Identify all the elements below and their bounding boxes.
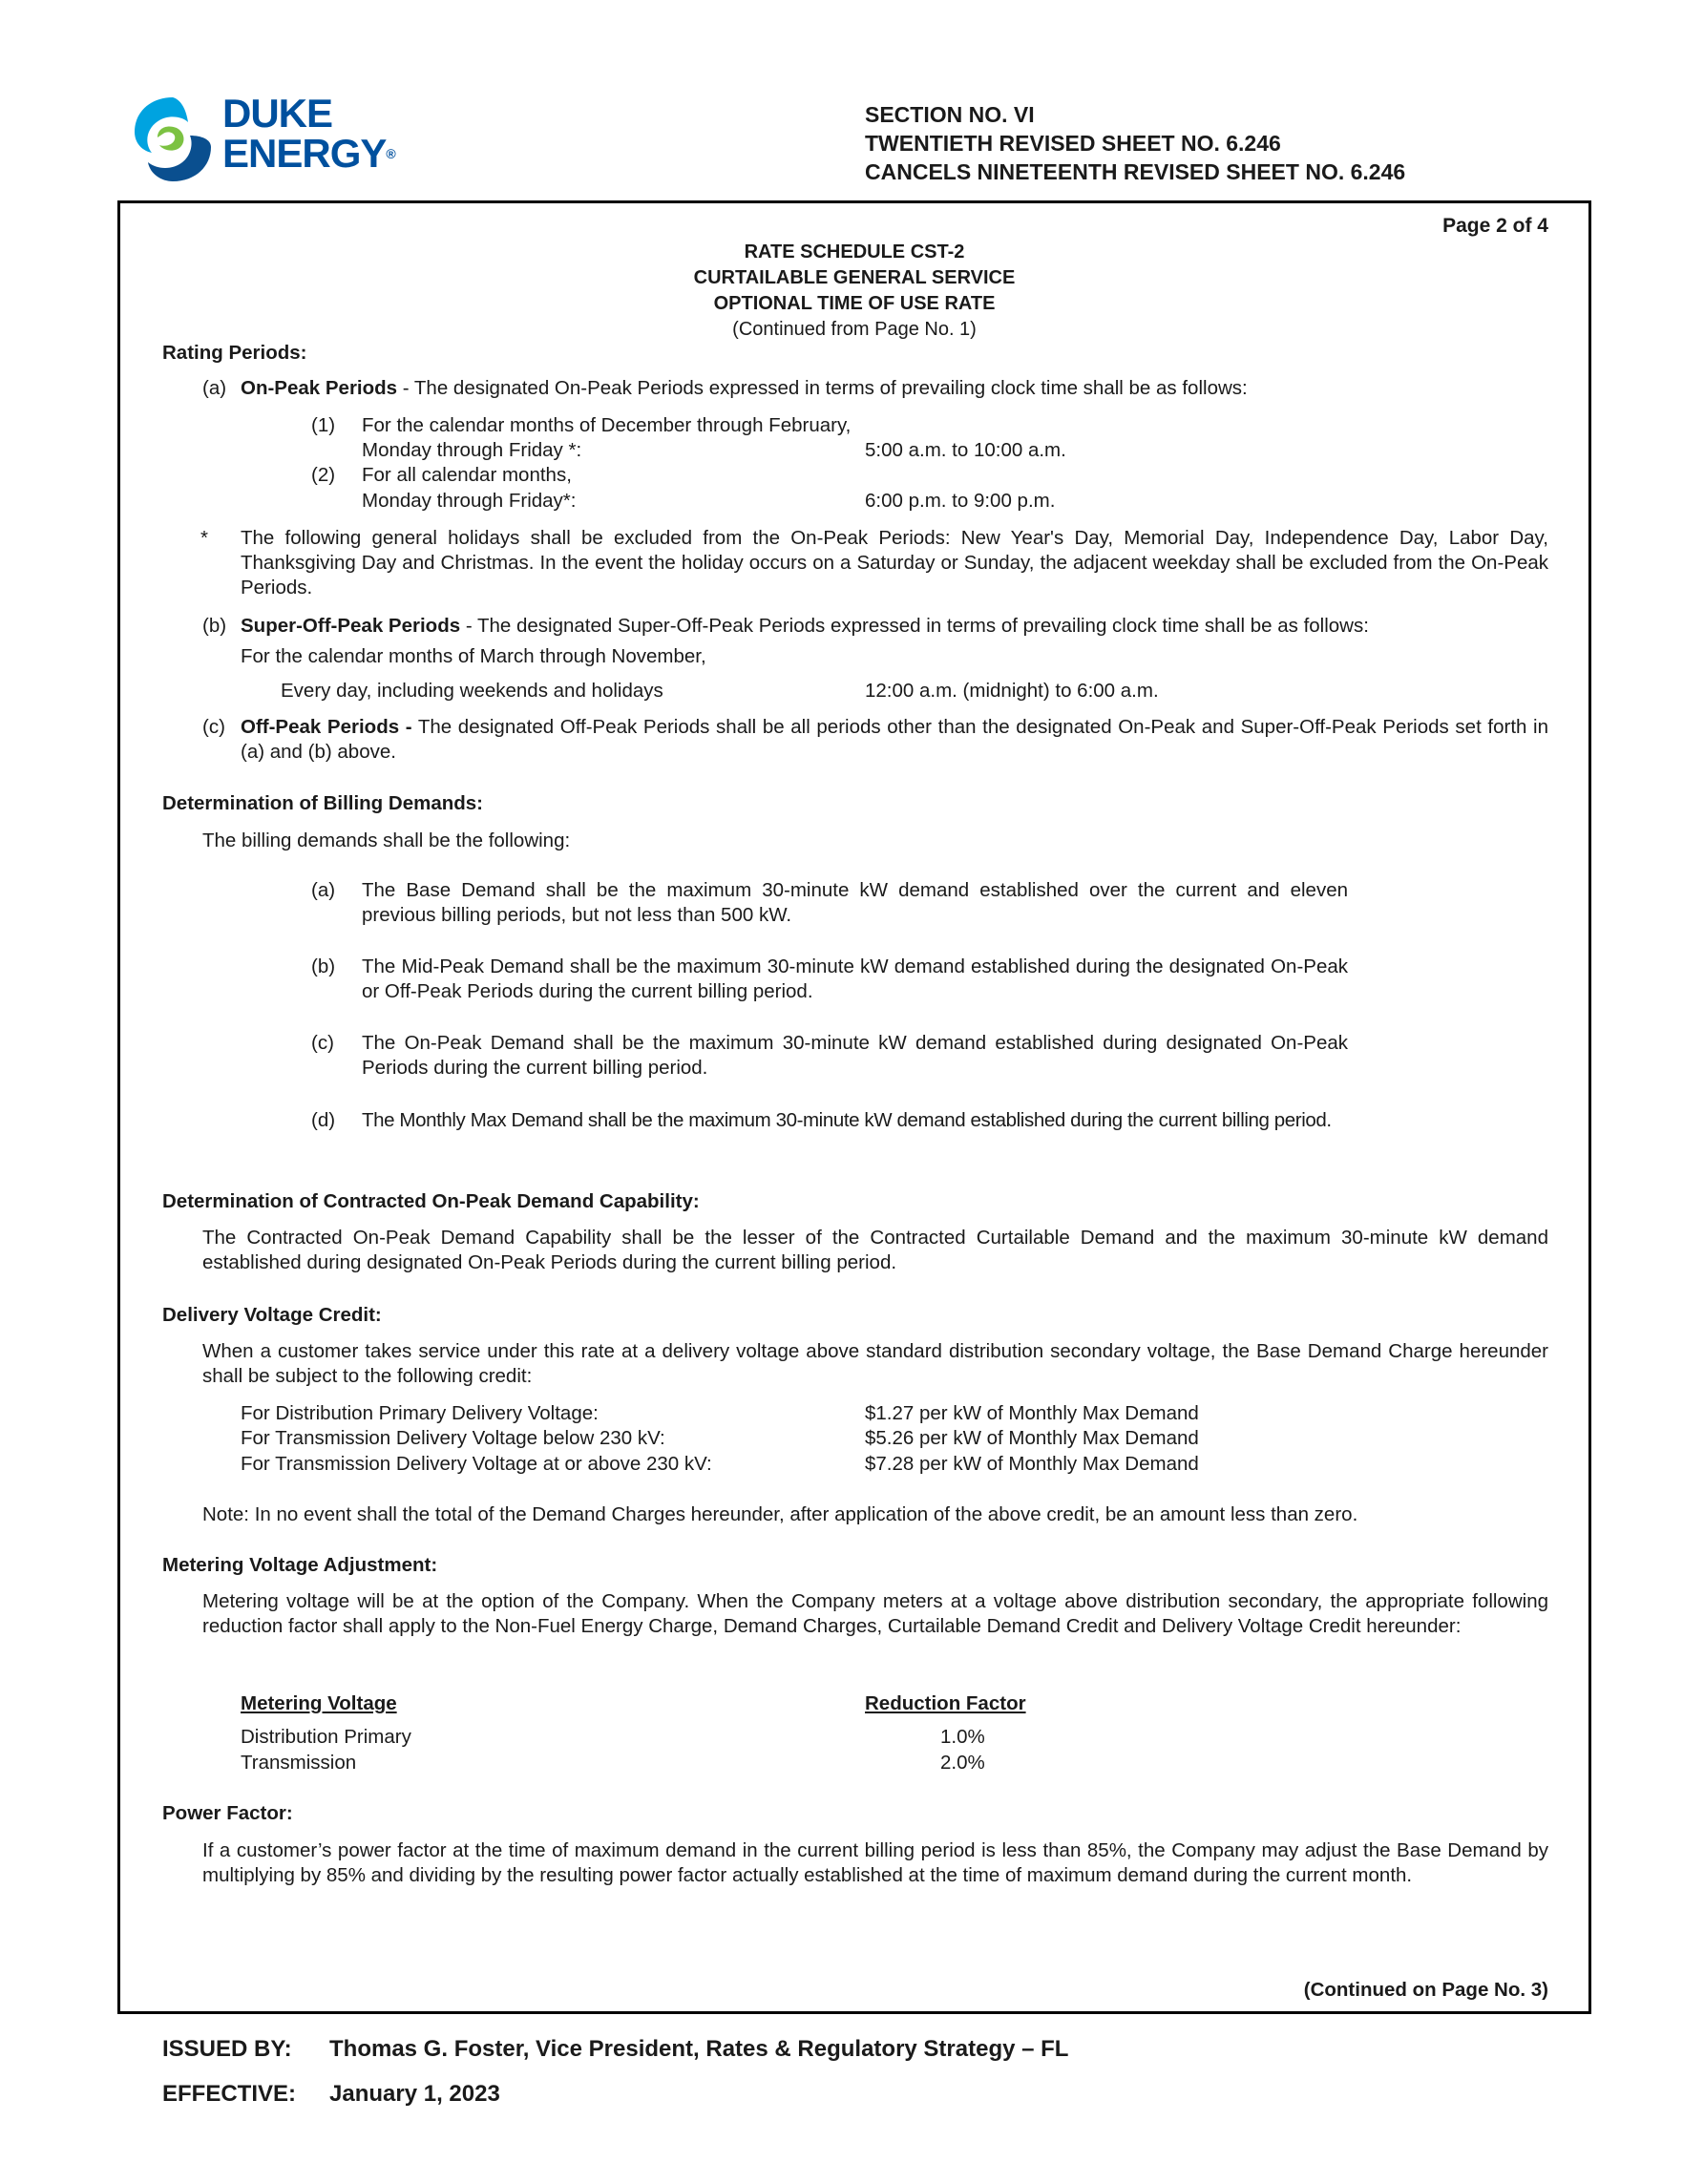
contracted-demand-heading: Determination of Contracted On-Peak Demand Capability: <box>162 1190 700 1212</box>
metering-row-2-voltage: Transmission <box>241 1752 357 1774</box>
continued-on-page: (Continued on Page No. 3) <box>1303 1979 1548 2001</box>
reduction-factor-column-header: Reduction Factor <box>865 1692 1026 1714</box>
metering-row-2-factor: 2.0% <box>940 1752 985 1774</box>
off-peak-term: Off-Peak Periods - <box>241 716 412 738</box>
duke-energy-swirl-icon <box>129 94 217 185</box>
on-peak-period-2-time: 6:00 p.m. to 9:00 p.m. <box>865 490 1056 512</box>
title-line-3: OPTIONAL TIME OF USE RATE <box>713 293 996 314</box>
delivery-credit-note: Note: In no event shall the total of the Demand Charges hereunder, after application of the above credit, be an amount less than zero. <box>202 1503 1358 1525</box>
billing-item-c-label: (c) <box>311 1032 334 1054</box>
delivery-credit-row-1-value: $1.27 per kW of Monthly Max Demand <box>865 1402 1199 1424</box>
effective-label: EFFECTIVE: <box>162 2081 297 2107</box>
duke-energy-logo <box>129 91 406 189</box>
logo-registered-mark: ® <box>386 146 395 161</box>
sheet-header <box>865 100 1405 186</box>
on-peak-period-2-months: For all calendar months, <box>362 464 572 486</box>
effective-value: January 1, 2023 <box>329 2081 500 2107</box>
issued-by-value: Thomas G. Foster, Vice President, Rates & Regulatory Strategy – FL <box>329 2036 1069 2062</box>
holiday-exclusion-text: The following general holidays shall be excluded from the On-Peak Periods: New Year's Day, Memorial Day, Independence Day, Labor Day, Thanksgiving Day and Christmas. In the event the holiday occurs on a Saturday or Sunday, the adjacent weekday shall be excluded from the On-Peak Periods. <box>241 527 1548 598</box>
billing-item-a-text: The Base Demand shall be the maximum 30-minute kW demand established over the current and eleven previous billing periods, but not less than 500 kW. <box>362 879 1348 926</box>
on-peak-definition <box>241 376 1548 401</box>
metering-voltage-column-header: Metering Voltage <box>241 1692 397 1714</box>
contracted-demand-text: The Contracted On-Peak Demand Capability shall be the lesser of the Contracted Curtailable Demand and the maximum 30-minute kW demand established during designated On-Peak Periods during the current billing period. <box>202 1227 1548 1273</box>
super-off-peak-days: Every day, including weekends and holidays <box>281 680 663 702</box>
delivery-credit-row-3-label: For Transmission Delivery Voltage at or above 230 kV: <box>241 1453 712 1475</box>
on-peak-text: - The designated On-Peak Periods expressed in terms of prevailing clock time shall be as follows: <box>397 377 1248 399</box>
metering-row-1-voltage: Distribution Primary <box>241 1726 411 1748</box>
off-peak-label: (c) <box>202 716 225 738</box>
title-line-4: (Continued from Page No. 1) <box>732 319 977 340</box>
on-peak-period-1-time: 5:00 a.m. to 10:00 a.m. <box>865 439 1066 461</box>
title-line-2: CURTAILABLE GENERAL SERVICE <box>693 267 1016 288</box>
holiday-asterisk: * <box>200 527 208 549</box>
page-label: Page 2 of 4 <box>1442 215 1548 237</box>
billing-item-b-text: The Mid-Peak Demand shall be the maximum 30-minute kW demand established during the designated On-Peak or Off-Peak Periods during the current billing period. <box>362 956 1348 1002</box>
logo-text-energy: ENERGY <box>222 131 387 176</box>
super-off-peak-months: For the calendar months of March through November, <box>241 645 706 667</box>
delivery-voltage-heading: Delivery Voltage Credit: <box>162 1304 382 1326</box>
issued-by-label: ISSUED BY: <box>162 2036 292 2062</box>
on-peak-period-1-number: (1) <box>311 414 336 436</box>
section-number: SECTION NO. VI <box>865 102 1035 127</box>
delivery-credit-row-3-value: $7.28 per kW of Monthly Max Demand <box>865 1453 1199 1475</box>
power-factor-text: If a customer’s power factor at the time of maximum demand in the current billing period is less than 85%, the Company may adjust the Base Demand by multiplying by 85% and dividing by the resulting power factor actually established at the time of maximum demand during the current month. <box>202 1839 1548 1886</box>
schedule-title <box>573 240 1136 343</box>
metering-row-1-factor: 1.0% <box>940 1726 985 1748</box>
off-peak-definition <box>241 715 1548 765</box>
on-peak-period-1-days: Monday through Friday *: <box>362 439 582 461</box>
billing-item-c-text: The On-Peak Demand shall be the maximum 30-minute kW demand established during designated On-Peak Periods during the current billing period. <box>362 1032 1348 1079</box>
logo-text-duke: DUKE <box>222 91 333 136</box>
on-peak-period-2-days: Monday through Friday*: <box>362 490 577 512</box>
title-line-1: RATE SCHEDULE CST-2 <box>744 242 965 262</box>
metering-voltage-heading: Metering Voltage Adjustment: <box>162 1554 438 1576</box>
super-off-peak-definition <box>241 614 1548 639</box>
super-off-peak-text: - The designated Super-Off-Peak Periods expressed in terms of prevailing clock time shall be as follows: <box>460 615 1369 637</box>
metering-voltage-text: Metering voltage will be at the option of the Company. When the Company meters at a voltage above distribution secondary, the appropriate following reduction factor shall apply to the Non-Fuel Energy Charge, Demand Charges, Curtailable Demand Credit and Delivery Voltage Credit hereunder: <box>202 1590 1548 1637</box>
revised-sheet-number: TWENTIETH REVISED SHEET NO. 6.246 <box>865 131 1281 156</box>
power-factor-heading: Power Factor: <box>162 1802 293 1824</box>
cancels-sheet-number: CANCELS NINETEENTH REVISED SHEET NO. 6.246 <box>865 159 1406 184</box>
effective-line <box>162 2081 500 2108</box>
rating-periods-heading: Rating Periods: <box>162 342 307 364</box>
super-off-peak-time: 12:00 a.m. (midnight) to 6:00 a.m. <box>865 680 1159 702</box>
on-peak-term: On-Peak Periods <box>241 377 398 399</box>
on-peak-period-1-months: For the calendar months of December through February, <box>362 414 852 436</box>
billing-demands-heading: Determination of Billing Demands: <box>162 792 483 814</box>
billing-demands-intro: The billing demands shall be the following: <box>202 830 571 851</box>
billing-item-b-label: (b) <box>311 956 336 977</box>
billing-item-d-text: The Monthly Max Demand shall be the maximum 30-minute kW demand established during the current billing period. <box>362 1109 1332 1131</box>
super-off-peak-term: Super-Off-Peak Periods <box>241 615 461 637</box>
delivery-voltage-text: When a customer takes service under this rate at a delivery voltage above standard distribution secondary voltage, the Base Demand Charge hereunder shall be subject to the following credit: <box>202 1340 1548 1387</box>
on-peak-period-2-number: (2) <box>311 464 336 486</box>
delivery-credit-row-1-label: For Distribution Primary Delivery Voltage: <box>241 1402 599 1424</box>
delivery-credit-row-2-value: $5.26 per kW of Monthly Max Demand <box>865 1427 1199 1449</box>
off-peak-text: The designated Off-Peak Periods shall be all periods other than the designated On-Peak and Super-Off-Peak Periods set forth in (a) and (b) above. <box>241 716 1549 763</box>
super-off-peak-label: (b) <box>202 615 227 637</box>
billing-item-a-label: (a) <box>311 879 336 901</box>
issued-by-line <box>162 2036 1069 2063</box>
on-peak-label: (a) <box>202 377 227 399</box>
billing-item-d-label: (d) <box>311 1109 336 1131</box>
delivery-credit-row-2-label: For Transmission Delivery Voltage below 230 kV: <box>241 1427 665 1449</box>
